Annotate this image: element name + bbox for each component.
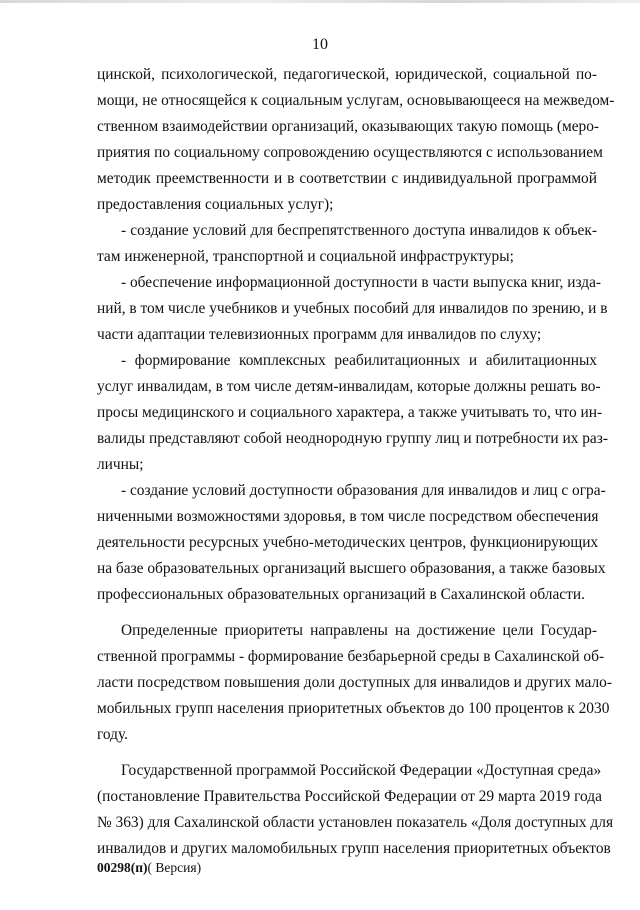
text-line: (постановление Правительства Российской Федерации от 29 марта 2019 года: [97, 788, 602, 805]
scan-top-edge: [0, 0, 640, 3]
text-line: деятельности ресурсных учебно-методических центров, функционирующих: [97, 534, 599, 551]
text-line: Определенные приоритеты направлены на достижение цели Государ-: [121, 622, 597, 639]
text-line: приятия по социальному сопровождению осуществляются с использованием: [97, 144, 603, 161]
text-line: - создание условий доступности образования для инвалидов и лиц с огра-: [121, 482, 606, 499]
text-line: части адаптации телевизионных программ для инвалидов по слуху;: [97, 326, 542, 343]
text-line: личны;: [97, 456, 144, 473]
paragraph-social-support-continuation: [97, 62, 615, 218]
document-footer: [97, 860, 201, 876]
list-item-education-accessibility: [97, 478, 606, 608]
text-line: мощи, не относящейся к социальным услугам, основывающееся на межведом-: [97, 92, 615, 109]
text-line: услуг инвалидам, в том числе детям-инвалидам, которые должны решать во-: [97, 378, 601, 395]
text-line: году.: [97, 726, 129, 743]
version-label: ( Версия): [147, 860, 202, 875]
text-line: валиды представляют собой неоднородную группу лиц и потребности их раз-: [97, 430, 608, 447]
text-line: профессиональных образовательных организаций в Сахалинской области.: [97, 586, 585, 603]
text-line: предоставления социальных услуг);: [97, 196, 334, 213]
text-line: просы медицинского и социального характера, а также учитывать то, что ин-: [97, 404, 603, 421]
text-line: ниченными возможностями здоровья, в том числе посредством обеспечения: [97, 508, 599, 525]
text-line: ласти посредством повышения доли доступных для инвалидов и других мало-: [97, 674, 612, 691]
list-item-information-accessibility: [97, 270, 608, 348]
text-line: - обеспечение информационной доступности в части выпуска книг, изда-: [121, 274, 602, 291]
text-line: - формирование комплексных реабилитационных и абилитационных: [121, 352, 597, 369]
list-item-rehabilitation-services: [97, 348, 608, 478]
text-line: инвалидов и других маломобильных групп населения приоритетных объектов: [97, 840, 611, 857]
text-line: мобильных групп населения приоритетных объектов до 100 процентов к 2030: [97, 700, 610, 717]
text-line: - создание условий для беспрепятственного доступа инвалидов к объек-: [121, 222, 597, 239]
text-line: ственном взаимодействии организаций, оказывающих такую помощь (меро-: [97, 118, 600, 135]
list-item-barrier-free-access: [97, 218, 597, 270]
text-line: методик преемственности и в соответствии с индивидуальной программой: [97, 170, 597, 187]
paragraph-priorities: [97, 618, 612, 748]
page-number: 10: [312, 36, 328, 53]
text-line: ственной программы - формирование безбарьерной среды в Сахалинской об-: [97, 648, 605, 665]
paragraph-federal-program: [97, 758, 614, 862]
document-code: 00298(п): [97, 860, 148, 875]
text-line: Государственной программой Российской Федерации «Доступная среда»: [121, 762, 602, 779]
text-line: там инженерной, транспортной и социальной инфраструктуры;: [97, 248, 514, 265]
text-line: № 363) для Сахалинской области установлен показатель «Доля доступных для: [97, 814, 614, 831]
text-line: цинской, психологической, педагогической, юридической, социальной по-: [97, 66, 597, 83]
paragraph-spacer: [97, 748, 597, 758]
paragraph-spacer: [97, 608, 597, 618]
text-line: ний, в том числе учебников и учебных пособий для инвалидов по зрению, и в: [97, 300, 608, 317]
document-body: [97, 62, 615, 862]
text-line: на базе образовательных организаций высшего образования, а также базовых: [97, 560, 606, 577]
